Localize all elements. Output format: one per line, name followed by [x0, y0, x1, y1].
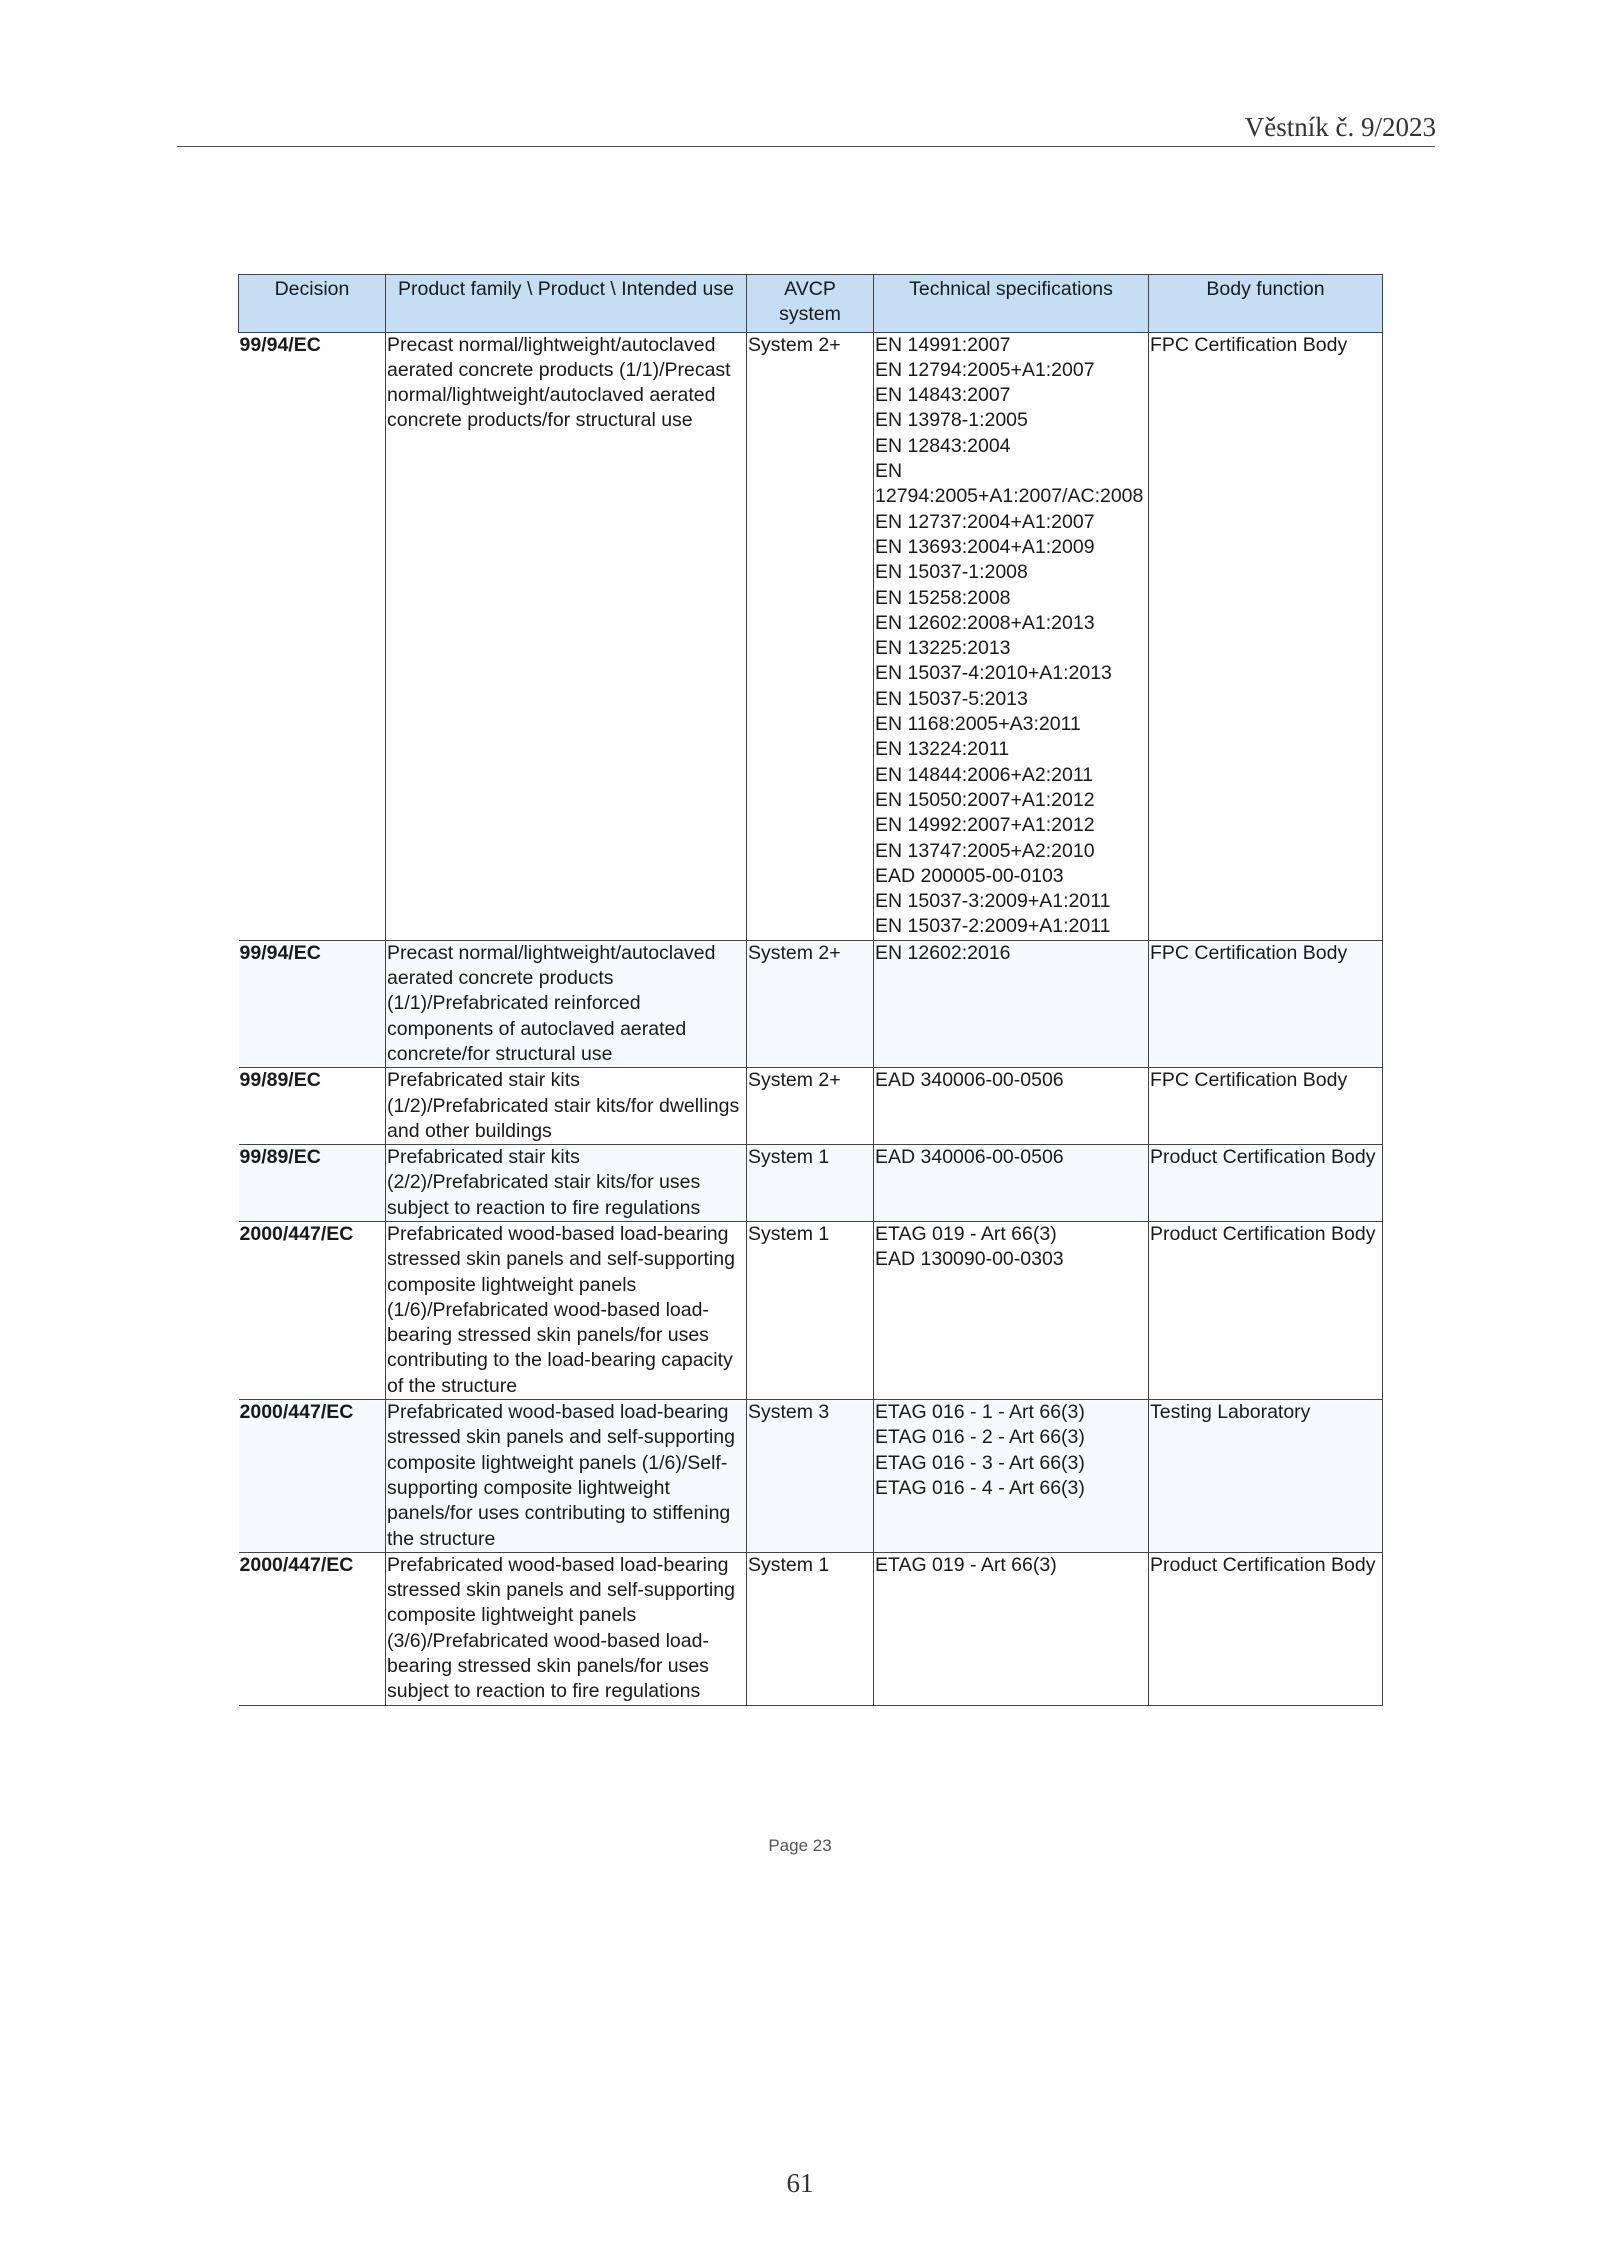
specification-item: EN 13978-1:2005: [875, 409, 1028, 432]
specification-item: ETAG 016 - 2 - Art 66(3): [875, 1426, 1085, 1449]
body-function-cell: Product Certification Body: [1149, 1221, 1383, 1399]
specification-item: EN 12794:2005+A1:2007/AC:2008: [875, 460, 1144, 508]
body-function-cell: Product Certification Body: [1149, 1552, 1383, 1705]
table-row: [239, 940, 1383, 1067]
table-row: [239, 1552, 1383, 1705]
product-cell: Prefabricated wood-based load-bearing stressed skin panels and self-supporting composite lightweight panels (1/6)/Prefabricated wood-based load-bearing stressed skin panels/for uses contributing to the load-bearing capacity of the structure: [386, 1221, 747, 1399]
table-row: [239, 1068, 1383, 1145]
specification-item: EN 15037-2:2009+A1:2011: [875, 915, 1111, 938]
technical-specifications-cell: [874, 940, 1149, 1067]
technical-specifications-cell: [874, 1552, 1149, 1705]
specification-item: ETAG 019 - Art 66(3): [875, 1222, 1057, 1245]
specification-item: EAD 130090-00-0303: [875, 1248, 1064, 1271]
avcp-cell: System 3: [747, 1400, 874, 1553]
specification-item: EN 12602:2008+A1:2013: [875, 611, 1095, 634]
decision-cell: 99/89/EC: [239, 1145, 386, 1222]
technical-specifications-cell: [874, 332, 1149, 940]
specification-item: EN 15037-5:2013: [875, 687, 1028, 710]
specification-item: ETAG 016 - 3 - Art 66(3): [875, 1451, 1085, 1474]
avcp-cell: System 2+: [747, 940, 874, 1067]
page-number: 61: [786, 2168, 814, 2198]
specification-item: EN 14991:2007: [875, 333, 1011, 356]
body-function-cell: FPC Certification Body: [1149, 940, 1383, 1067]
avcp-cell: System 1: [747, 1145, 874, 1222]
decision-cell: 2000/447/EC: [239, 1552, 386, 1705]
column-header-body-function: Body function: [1149, 275, 1383, 333]
specification-item: EAD 340006-00-0506: [875, 1146, 1064, 1169]
column-header-technical-specifications: Technical specifications: [874, 275, 1149, 333]
technical-specifications-cell: [874, 1221, 1149, 1399]
specification-item: EN 13693:2004+A1:2009: [875, 535, 1095, 558]
avcp-cell: System 2+: [747, 332, 874, 940]
specification-item: EN 13225:2013: [875, 637, 1011, 660]
decision-cell: 99/94/EC: [239, 332, 386, 940]
table-row: [239, 1145, 1383, 1222]
specification-item: EN 15037-4:2010+A1:2013: [875, 662, 1112, 685]
specification-item: EN 12843:2004: [875, 434, 1011, 457]
specification-item: EAD 200005-00-0103: [875, 864, 1064, 887]
body-function-cell: Product Certification Body: [1149, 1145, 1383, 1222]
body-function-cell: FPC Certification Body: [1149, 1068, 1383, 1145]
specification-item: EN 14844:2006+A2:2011: [875, 763, 1094, 786]
specification-item: EN 15258:2008: [875, 586, 1011, 609]
specification-item: ETAG 016 - 4 - Art 66(3): [875, 1476, 1085, 1499]
decision-cell: 99/94/EC: [239, 940, 386, 1067]
table-row: [239, 332, 1383, 940]
journal-header: Věstník č. 9/2023: [1244, 112, 1436, 142]
specification-item: EN 15037-3:2009+A1:2011: [875, 890, 1111, 913]
avcp-cell: System 2+: [747, 1068, 874, 1145]
specification-item: ETAG 019 - Art 66(3): [875, 1553, 1057, 1576]
specification-item: EN 13224:2011: [875, 738, 1010, 761]
avcp-cell: System 1: [747, 1221, 874, 1399]
body-function-cell: Testing Laboratory: [1149, 1400, 1383, 1553]
specification-item: EN 15037-1:2008: [875, 561, 1028, 584]
specification-item: EN 1168:2005+A3:2011: [875, 713, 1081, 736]
specifications-table: [238, 274, 1383, 1706]
specification-item: EN 14992:2007+A1:2012: [875, 814, 1095, 837]
product-cell: Prefabricated stair kits (1/2)/Prefabricated stair kits/for dwellings and other buildings: [386, 1068, 747, 1145]
specification-item: EN 12602:2016: [875, 941, 1011, 964]
product-cell: Prefabricated stair kits (2/2)/Prefabricated stair kits/for uses subject to reaction to fire regulations: [386, 1145, 747, 1222]
product-cell: Precast normal/lightweight/autoclaved aerated concrete products (1/1)/Precast normal/lightweight/autoclaved aerated concrete products/for structural use: [386, 332, 747, 940]
page-label: Page 23: [768, 1836, 832, 1855]
technical-specifications-cell: [874, 1400, 1149, 1553]
table-header-row: [239, 275, 1383, 333]
product-cell: Prefabricated wood-based load-bearing stressed skin panels and self-supporting composite lightweight panels (3/6)/Prefabricated wood-based load-bearing stressed skin panels/for uses subject to reaction to fire regulations: [386, 1552, 747, 1705]
technical-specifications-cell: [874, 1145, 1149, 1222]
technical-specifications-cell: [874, 1068, 1149, 1145]
specification-item: EN 15050:2007+A1:2012: [875, 788, 1095, 811]
product-cell: Precast normal/lightweight/autoclaved aerated concrete products (1/1)/Prefabricated reinforced components of autoclaved aerated concrete/for structural use: [386, 940, 747, 1067]
product-cell: Prefabricated wood-based load-bearing stressed skin panels and self-supporting composite lightweight panels (1/6)/Self-supporting composite lightweight panels/for uses contributing to stiffening the structure: [386, 1400, 747, 1553]
avcp-cell: System 1: [747, 1552, 874, 1705]
decision-cell: 2000/447/EC: [239, 1221, 386, 1399]
decision-cell: 99/89/EC: [239, 1068, 386, 1145]
specification-item: EN 13747:2005+A2:2010: [875, 839, 1095, 862]
table-body: [239, 332, 1383, 1705]
table-row: [239, 1400, 1383, 1553]
specification-item: EN 12794:2005+A1:2007: [875, 358, 1095, 381]
specification-item: ETAG 016 - 1 - Art 66(3): [875, 1401, 1085, 1424]
column-header-avcp: AVCP system: [747, 275, 874, 333]
header-rule: [177, 146, 1435, 147]
specification-item: EN 14843:2007: [875, 384, 1011, 407]
body-function-cell: FPC Certification Body: [1149, 332, 1383, 940]
decision-cell: 2000/447/EC: [239, 1400, 386, 1553]
column-header-decision: Decision: [239, 275, 386, 333]
column-header-product: Product family \ Product \ Intended use: [386, 275, 747, 333]
specification-item: EN 12737:2004+A1:2007: [875, 510, 1095, 533]
specification-item: EAD 340006-00-0506: [875, 1069, 1064, 1092]
table-row: [239, 1221, 1383, 1399]
